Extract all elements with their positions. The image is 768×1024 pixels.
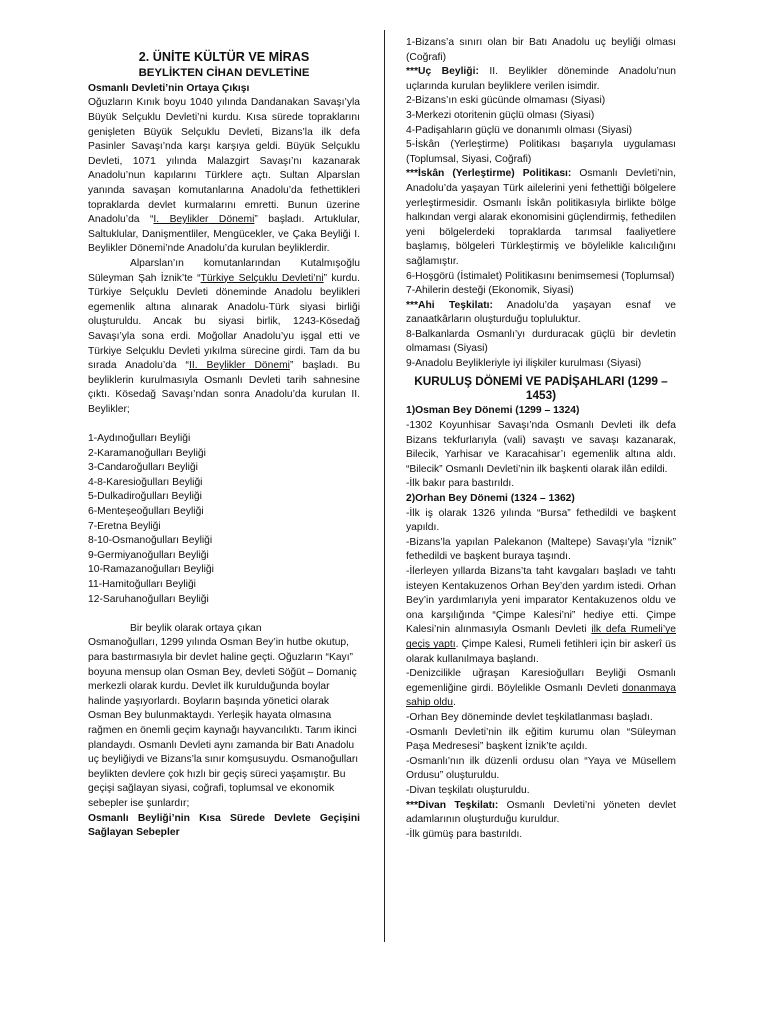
term-beylikler-1: I. Beylikler Dönemi — [153, 214, 255, 226]
paragraph-selcuk: Oğuzların Kınık boyu 1040 yılında Dandanakan Savaşı’yla Büyük Selçuklu Devleti’ni kurdu. Kısa sürede topraklarını genişleten Büyük Selçuklu Devleti, Bizans’la ilk defa Pasinler Savaşı’nda karşı karşıya geldi. Büyük Selçuklu Devleti, 1071 yılında Malazgirt Savaşı’nı kazanarak Anadolu’nun kapılarını Türklere açtı. Sultan Alparslan yanında savaşan komutanlarına Anadolu’da fethettikleri topraklarda devlet kurmalarını emretti. Bunun üzerine Anadolu’da “I. Beylikler Dönemi” başladı. Artuklular, Saltuklular, Danişmentliler, Mengücekler, ve Çaka Beyliği I. Beylikler Dönemi’nde Anadolu’da kurulan beyliklerdir. — [88, 97, 360, 255]
list-item: -Osmanlı Devleti’nin ilk eğitim kurumu olan “Süleyman Paşa Medresesi” başkent İznik’te açıldı. — [406, 726, 676, 753]
list-item: 3-Candaroğulları Beyliği — [88, 462, 198, 474]
reason-item: 8-Balkanlarda Osmanlı’yı durduracak güçlü bir devletin olmaması (Siyasi) — [406, 328, 676, 355]
beylikler-list — [88, 432, 360, 607]
list-item: 5-Dulkadiroğulları Beyliği — [88, 491, 202, 503]
paragraph-osmanogullari-first: Bir beylik olarak ortaya çıkan — [130, 622, 262, 634]
reason-item: 3-Merkezi otoritenin güçlü olması (Siyasi) — [406, 109, 595, 121]
emphasis-rumeli: ilk defa Rumeli’ye geçiş yaptı — [406, 624, 676, 650]
list-item: -Osmanlı’nın ilk düzenli ordusu olan “Yaya ve Müsellem Ordusu” oluşturuldu. — [406, 755, 676, 782]
list-item: 8-10-Osmanoğulları Beyliği — [88, 535, 213, 547]
definition-divan: ***Divan Teşkilatı: Osmanlı Devleti’ni yöneten devlet adamlarının oluşturduğu kuruldur. — [406, 799, 677, 826]
reason-item: 6-Hoşgörü (İstimalet) Politikasını benimsemesi (Toplumsal) — [406, 270, 675, 282]
term-label: ***Ahi Teşkilatı: — [406, 299, 493, 311]
paragraph-osmanogullari: Osmanoğulları, 1299 yılında Osman Bey’in hutbe okutup, para bastırmasıyla bir devlet haline geçti. Oğuzların “Kayı” boyuna mensup olan Osman Bey, devleti Söğüt – Domaniç merkezli olarak kurdu. Devlet ilk kurulduğunda boylar halinde yaşıyorlardı. Boyların başında yönetici olarak Osman Bey bulunmaktaydı. Yerleşik hayata olmasına rağmen en önemli geçim kaynağı hayvancılıktı. Tarım ikinci plandaydı. Osmanlı Devleti aynı zamanda bir Batı Anadolu uç beyliğiydi ve Bizans’la sınır komşusuydu. Osmanoğulları beylikten devlere çok hızlı bir geçiş süreci yaşamıştır. Bu geçişi sağlayan siyasi, coğrafi, toplumsal ve ekonomik sebepler ise şunlardır; — [88, 637, 359, 809]
list-item: 2-Karamanoğulları Beyliği — [88, 447, 206, 459]
term-label: ***İskân (Yerleştirme) Politikası: — [406, 168, 572, 180]
definition-ahi: ***Ahi Teşkilatı: Anadolu’da yaşayan esnaf ve zanaatkârların oluşturduğu topluluktur. — [406, 299, 677, 326]
column-divider — [384, 30, 385, 942]
list-item: 12-Saruhanoğulları Beyliği — [88, 593, 209, 605]
term-turkiye-selcuklu: Türkiye Selçuklu Devleti’ni — [200, 272, 324, 284]
list-item: -İlerleyen yıllarda Bizans’ta taht kavgaları başladı ve tahtı isteyen Kentakuzenos Orhan Bey’den yardım istedi. Orhan Bey’in yardımlarıyla yeni imparator Kentakuzenos oldu ve ona karşılığında “Çimpe Kalesi’ni” hediye etti. Çimpe Kalesi’nin alınmasıyla Osmanlı Devleti ilk defa Rumeli’ye geçiş yaptı. Çimpe Kalesi, Rumeli fetihleri için bir askerî üs olarak kullanılmaya başlandı. — [406, 566, 676, 665]
list-item: -İlk bakır para bastırıldı. — [406, 478, 515, 490]
list-item: 7-Eretna Beyliği — [88, 520, 161, 532]
unit-subtitle: BEYLİKTEN CİHAN DEVLETİNE — [138, 67, 310, 80]
list-item: -Orhan Bey döneminde devlet teşkilatlanması başladı. — [406, 711, 653, 723]
right-column — [406, 36, 676, 842]
list-item: 6-Menteşeoğulları Beyliği — [88, 506, 204, 518]
reason-item: 5-İskân (Yerleştirme) Politikası başarıyla uygulaması (Toplumsal, Siyasi, Coğrafi) — [406, 139, 676, 165]
reason-item: 1-Bizans’a sınırı olan bir Batı Anadolu uç beyliği olması (Coğrafi) — [406, 37, 676, 63]
reason-item: 2-Bizans’ın eski gücünde olmaması (Siyasi) — [406, 95, 606, 107]
paragraph-turkiye-selcuklu: Alparslan’ın komutanlarından Kutalmışoğlu Süleyman Şah İznik’te “Türkiye Selçuklu Devleti’ni” kurdu. Türkiye Selçuklu Devleti döneminde Anadolu beylikleri egemenlik altına alınarak Anadolu-Türk siyasi birliği oluşturuldu. Ancak bu siyasi birlik, 1243-Kösedağ Savaşı’yla sona erdi. Moğollar Anadolu’yu işgal etti ve Türkiye Selçuklu Devleti yıkılma sürecine girdi. Tam da bu sırada Anadolu’da “II. Beylikler Dönemi” başladı. Bu beyliklerin kurulmasıyla Osmanlı Devleti tarih sahnesine çıktı. Kösedağ Savaşı’ndan sonra Anadolu’da kurulan II. Beylikler; — [88, 257, 360, 415]
list-item: -Divan teşkilatı oluşturuldu. — [406, 784, 530, 796]
list-item: -1302 Koyunhisar Savaşı’nda Osmanlı Devleti ilk defa Bizans tekfurlarıyla (vali) savaştı ve savaşı kazanarak, Bilecik, Yarhisar ve Karacahisar’ı egemenlik altına aldı. “Bilecik” Osmanlı Devleti’nin ilk başkenti olarak ilân edildi. — [406, 420, 676, 475]
definition-iskan: ***İskân (Yerleştirme) Politikası: Osmanlı Devleti’nin, Anadolu’da yaşayan Türk ailelerini yeni fethettiği bölgelere yerleştirmesidir. Osmanlı İskân politikasıyla birlikte bölge halkından vergi alarak ekonomisini güçlendirmiş, fethedilen yeni bölgelerdeki topraklarda tarımsal faaliyetlere başlamış, bölgeleri Türkleştirmiş ve böylelikle kalıcılığını sağlamıştır. — [406, 168, 676, 267]
term-beylikler-2: II. Beylikler Dönemi — [188, 360, 290, 372]
reason-item: 4-Padişahların güçlü ve donanımlı olması (Siyasi) — [406, 124, 633, 136]
left-column — [88, 50, 360, 841]
list-item: 9-Germiyanoğulları Beyliği — [88, 549, 209, 561]
list-item: 11-Hamitoğulları Beyliği — [88, 579, 196, 590]
section-title-kurulus: KURULUŞ DÖNEMİ VE PADİŞAHLARI (1299 – 1453) — [414, 373, 668, 403]
heading-orhan-bey: 2)Orhan Bey Dönemi (1324 – 1362) — [406, 493, 575, 505]
list-item: 10-Ramazanoğulları Beyliği — [88, 564, 214, 576]
list-item: 4-8-Karesioğulları Beyliği — [88, 476, 203, 488]
section-heading-origin: Osmanlı Devleti’nin Ortaya Çıkışı — [88, 82, 250, 94]
section-heading-reasons: Osmanlı Beyliği’nin Kısa Sürede Devlete Geçişini Sağlayan Sebepler — [88, 812, 360, 839]
heading-osman-bey: 1)Osman Bey Dönemi (1299 – 1324) — [406, 405, 580, 417]
reason-item: 9-Anadolu Beylikleriyle iyi ilişkiler kurulması (Siyasi) — [406, 358, 642, 370]
list-item: -Denizcilikle uğraşan Karesioğulları Beyliği Osmanlı egemenliğine girdi. Böylelikle Osmanlı Devleti donanmaya sahip oldu. — [406, 668, 676, 709]
definition-uc-beyligi: ***Uç Beyliği: II. Beylikler döneminde Anadolu’nun uçlarında kurulan beyliklere verilen isimdir. — [406, 66, 676, 92]
list-item: -İlk iş olarak 1326 yılında “Bursa” fethedildi ve başkent yapıldı. — [406, 507, 676, 534]
list-item: -İlk gümüş para bastırıldı. — [406, 828, 523, 840]
list-item: 1-Aydınoğulları Beyliği — [88, 433, 191, 445]
reason-item: 7-Ahilerin desteği (Ekonomik, Siyasi) — [406, 285, 574, 297]
term-label: ***Divan Teşkilatı: — [406, 799, 499, 811]
list-item: -Bizans’la yapılan Palekanon (Maltepe) Savaşı’yla “İznik” fethedildi ve başkent buraya taşındı. — [406, 536, 676, 563]
emphasis-donanma: donanmaya sahip oldu — [406, 682, 676, 709]
term-label: ***Uç Beyliği: — [406, 66, 479, 78]
unit-title: 2. ÜNİTE KÜLTÜR VE MİRAS — [138, 50, 310, 64]
